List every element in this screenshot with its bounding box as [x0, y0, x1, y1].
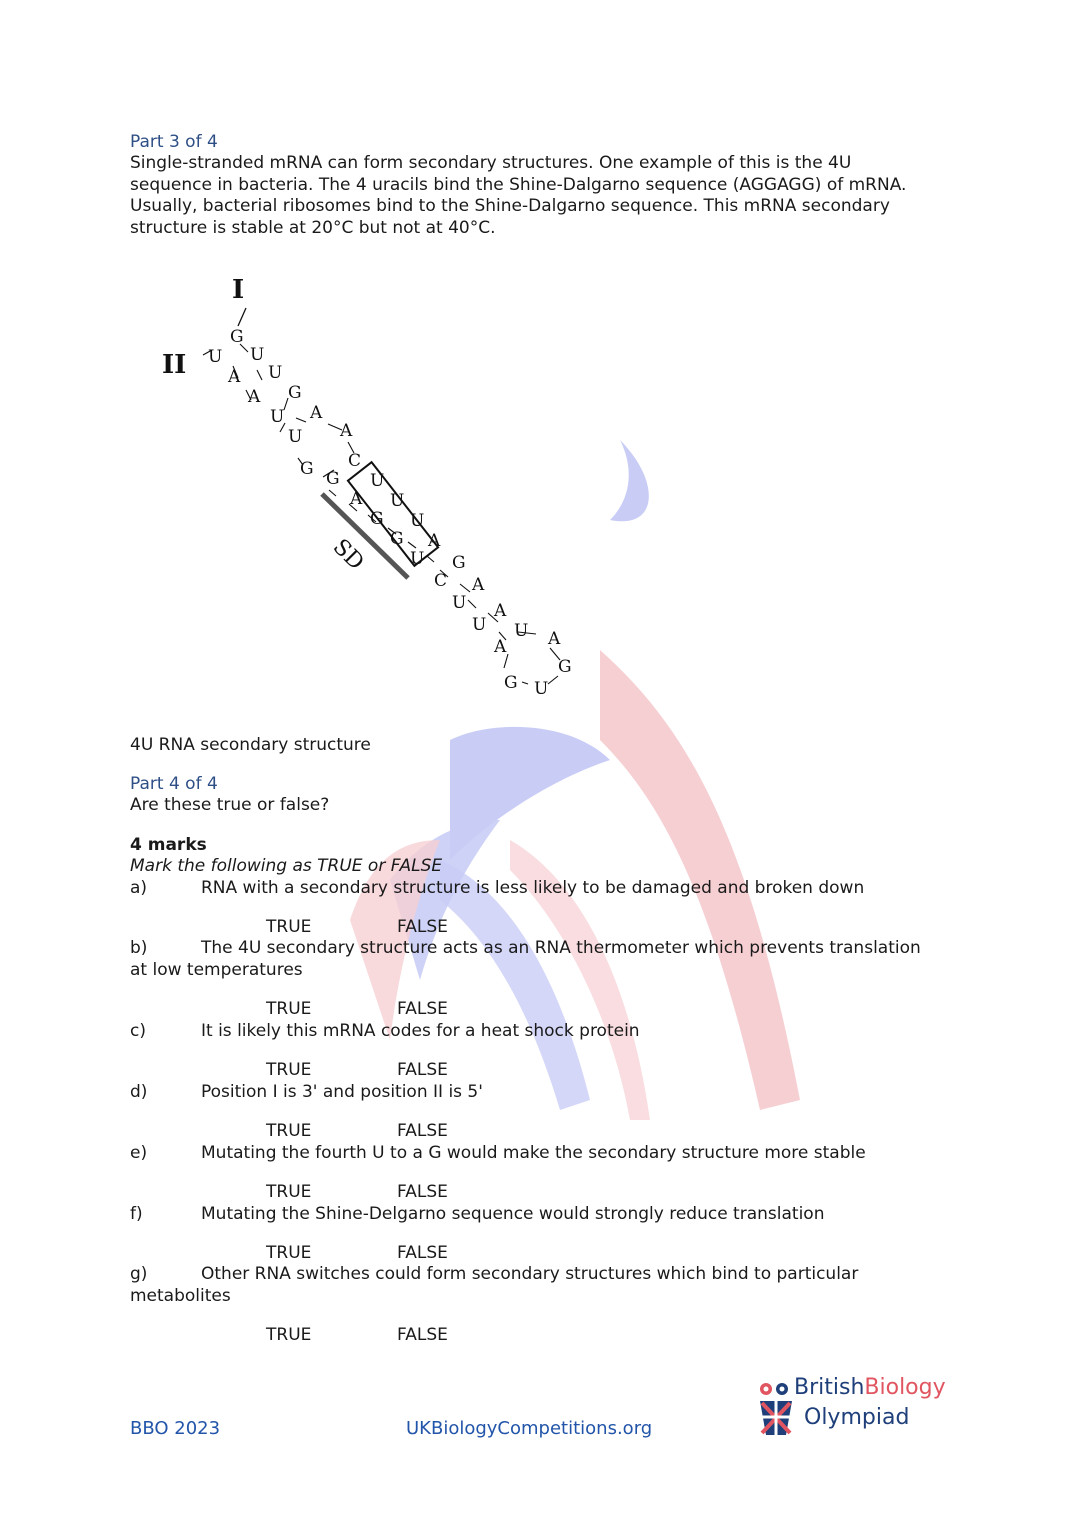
logo-word-olympiad: Olympiad	[804, 1405, 910, 1430]
base: A	[428, 531, 441, 551]
false-option[interactable]: FALSE	[397, 917, 448, 937]
logo-word-biology: Biology	[864, 1375, 946, 1400]
question-letter: e)	[130, 1143, 148, 1163]
base: U	[268, 363, 283, 383]
base: U	[390, 491, 405, 511]
position-I-label: I	[232, 275, 245, 305]
base: A	[248, 387, 261, 407]
base: U	[452, 593, 467, 613]
part4-intro: Are these true or false?	[130, 795, 330, 815]
part3-line-3: Usually, bacterial ribosomes bind to the Shine-Dalgarno sequence. This mRNA secondary	[130, 196, 890, 216]
base: U	[288, 427, 303, 447]
question-text: Mutating the fourth U to a G would make the secondary structure more stable	[201, 1143, 866, 1163]
base: G	[288, 383, 302, 403]
false-option[interactable]: FALSE	[397, 1325, 448, 1345]
base: C	[348, 451, 362, 471]
base: A	[228, 367, 241, 387]
question-letter: g)	[130, 1264, 148, 1284]
british-biology-olympiad-logo	[756, 1375, 956, 1441]
part3-line-4: structure is stable at 20°C but not at 40°C.	[130, 217, 496, 238]
base: U	[208, 347, 223, 367]
instruction-text: Mark the following as TRUE or FALSE	[130, 856, 443, 876]
question-letter: f)	[130, 1204, 143, 1224]
base: G	[390, 529, 404, 549]
question-text: Position I is 3' and position II is 5'	[201, 1082, 483, 1102]
base: G	[230, 327, 244, 347]
part3-heading: Part 3 of 4	[130, 132, 218, 152]
false-option[interactable]: FALSE	[397, 999, 448, 1019]
question-letter: a)	[130, 878, 148, 898]
base: U	[514, 621, 529, 641]
part4-heading: Part 4 of 4	[130, 774, 218, 794]
question-text: It is likely this mRNA codes for a heat shock protein	[201, 1021, 640, 1041]
part3-line-1: Single-stranded mRNA can form secondary structures. One example of this is the 4U	[130, 153, 852, 173]
base: U	[472, 615, 487, 635]
base: U	[250, 345, 265, 365]
true-option[interactable]: TRUE	[266, 1121, 312, 1141]
true-option[interactable]: TRUE	[266, 999, 312, 1019]
base: G	[504, 673, 518, 693]
base: G	[370, 509, 384, 529]
base: A	[350, 489, 363, 509]
question-text: RNA with a secondary structure is less likely to be damaged and broken down	[201, 878, 865, 898]
base: U	[410, 549, 425, 569]
rna-secondary-structure-diagram	[150, 270, 600, 710]
sd-label: SD	[327, 534, 369, 576]
base: A	[494, 601, 507, 621]
footer-exam-label: BBO 2023	[130, 1418, 221, 1439]
base: A	[548, 629, 561, 649]
question-letter: b)	[130, 938, 148, 958]
base: G	[300, 459, 314, 479]
base: A	[494, 637, 507, 657]
true-option[interactable]: TRUE	[266, 1243, 312, 1263]
base: U	[370, 471, 385, 491]
base: G	[326, 469, 340, 489]
part3-line-2: sequence in bacteria. The 4 uracils bind the Shine-Dalgarno sequence (AGGAGG) of mRNA.	[130, 174, 907, 195]
question-text: Mutating the Shine-Delgarno sequence would strongly reduce translation	[201, 1204, 825, 1224]
true-option[interactable]: TRUE	[266, 1182, 312, 1202]
true-option[interactable]: TRUE	[266, 917, 312, 937]
owl-icon	[756, 1377, 796, 1439]
logo-text-line-1	[794, 1375, 946, 1400]
diagram-caption: 4U RNA secondary structure	[130, 735, 371, 755]
true-option[interactable]: TRUE	[266, 1060, 312, 1080]
base: G	[558, 657, 572, 677]
base: A	[310, 403, 323, 423]
false-option[interactable]: FALSE	[397, 1182, 448, 1202]
base: U	[534, 679, 549, 699]
logo-word-british: British	[794, 1375, 865, 1400]
question-text-continued: metabolites	[130, 1286, 231, 1306]
question-letter: d)	[130, 1082, 148, 1102]
marks-label: 4 marks	[130, 835, 207, 855]
footer-website-link[interactable]: UKBiologyCompetitions.org	[406, 1418, 653, 1439]
false-option[interactable]: FALSE	[397, 1243, 448, 1263]
question-text: Other RNA switches could form secondary structures which bind to particular	[201, 1264, 859, 1284]
base: C	[434, 571, 448, 591]
base: U	[410, 511, 425, 531]
position-II-label: II	[162, 350, 187, 380]
base: A	[340, 421, 353, 441]
false-option[interactable]: FALSE	[397, 1060, 448, 1080]
question-letter: c)	[130, 1021, 146, 1041]
question-text: The 4U secondary structure acts as an RNA thermometer which prevents translation	[201, 938, 921, 958]
base: A	[472, 575, 485, 595]
base: U	[270, 407, 285, 427]
question-text-continued: at low temperatures	[130, 960, 303, 980]
false-option[interactable]: FALSE	[397, 1121, 448, 1141]
base: G	[452, 553, 466, 573]
true-option[interactable]: TRUE	[266, 1325, 312, 1345]
